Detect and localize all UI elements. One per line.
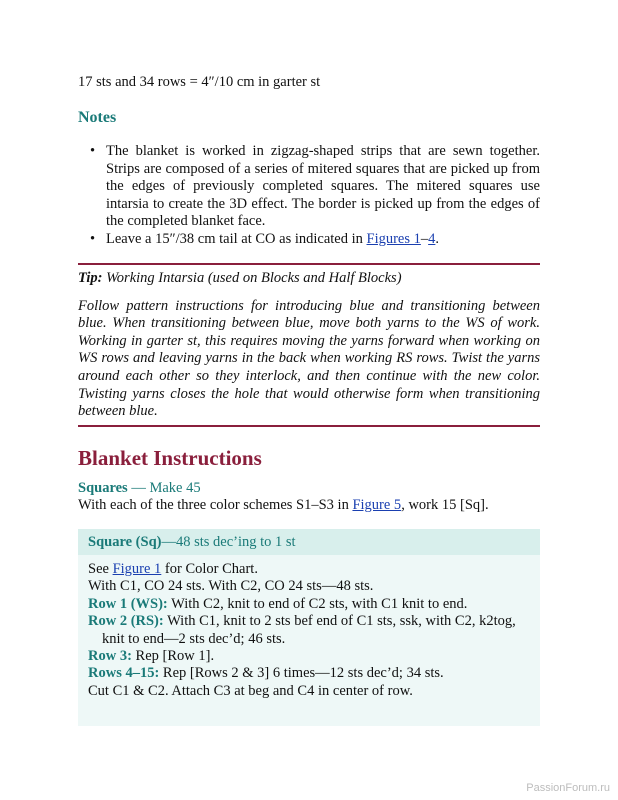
row-3-line [88, 648, 530, 665]
watermark: PassionForum.ru [526, 782, 610, 794]
scheme-suffix: , work 15 [Sq]. [401, 497, 489, 513]
rows-4-15-text: Rep [Rows 2 & 3] 6 times—12 sts dec’d; 34 sts. [159, 665, 444, 682]
notes-item-2-text: Leave a 15″/38 cm tail at CO as indicated in [106, 230, 367, 247]
square-box-subtitle: —48 sts dec’ing to 1 st [161, 534, 296, 550]
rows-4-15-line [88, 665, 530, 682]
blanket-instructions-heading: Blanket Instructions [78, 446, 262, 470]
see-suffix: for Color Chart. [161, 561, 258, 577]
color-scheme-line [78, 497, 489, 514]
notes-heading: Notes [78, 109, 117, 126]
row-3-text: Rep [Row 1]. [131, 648, 215, 665]
row-1-line [88, 596, 530, 613]
period: . [435, 230, 440, 247]
cut-line: Cut C1 & C2. Attach C3 at beg and C4 in center of row. [88, 682, 413, 699]
cast-on-line: With C1, CO 24 sts. With C2, CO 24 sts—48 sts. [88, 578, 374, 595]
see-prefix: See [88, 561, 113, 577]
tip-body: Follow pattern instructions for introducing blue and transitioning between blue. When transitioning between blue, move both yarns to the WS of work. Working in garter st, this requires moving the yarns forward when working on WS rows and leaving yarns in the back when working RS rows. Twist the yarns around each other so they interlock, and then continue with the new color. Twisting yarns closes the hole that would otherwise form when transitioning between blue. [78, 297, 540, 420]
dash: – [420, 230, 429, 247]
squares-label: Squares [78, 480, 128, 496]
see-figure-line [88, 561, 530, 578]
row-1-text: With C2, knit to end of C2 sts, with C1 knit to end. [167, 595, 468, 612]
square-box-body [78, 555, 540, 700]
square-box-title: Square (Sq) [88, 534, 162, 550]
squares-make: — Make 45 [127, 480, 201, 496]
notes-list [78, 143, 540, 249]
tip-title [78, 270, 540, 288]
figure-5-link[interactable]: Figure 5 [352, 497, 402, 513]
tip-box [78, 263, 540, 427]
row-2-text: With C1, knit to 2 sts bef end of C1 sts, ssk, with C2, k2tog, knit to end—2 sts dec’d; 46 sts. [102, 613, 516, 647]
notes-item-2 [106, 231, 540, 249]
gauge-text: 17 sts and 34 rows = 4″/10 cm in garter st [78, 74, 321, 90]
square-box-header [78, 529, 540, 555]
row-1-label: Row 1 (WS): [88, 595, 168, 612]
figures-1-link[interactable]: Figures 1 [366, 230, 421, 247]
squares-line [78, 480, 201, 497]
tip-title-text: Working Intarsia (used on Blocks and Half Blocks) [102, 270, 402, 286]
figure-4-link[interactable]: 4 [428, 230, 436, 247]
row-2-label: Row 2 (RS): [88, 613, 164, 630]
scheme-prefix: With each of the three color schemes S1–S3 in [78, 497, 353, 513]
row-3-label: Row 3: [88, 648, 132, 665]
notes-item-1: • The blanket is worked in zigzag-shaped strips that are sewn together. Strips are composed of a series of mitered squares that are picked up from the edges of previously completed squares. The mitered squares use intarsia to create the 3D effect. The border is picked up from the edges of the completed blanket face. [106, 143, 540, 231]
figure-1-link[interactable]: Figure 1 [112, 561, 162, 577]
square-instructions-box [78, 529, 540, 726]
tip-label: Tip: [78, 270, 103, 286]
rows-4-15-label: Rows 4–15: [88, 665, 160, 682]
row-2-line [88, 613, 530, 648]
